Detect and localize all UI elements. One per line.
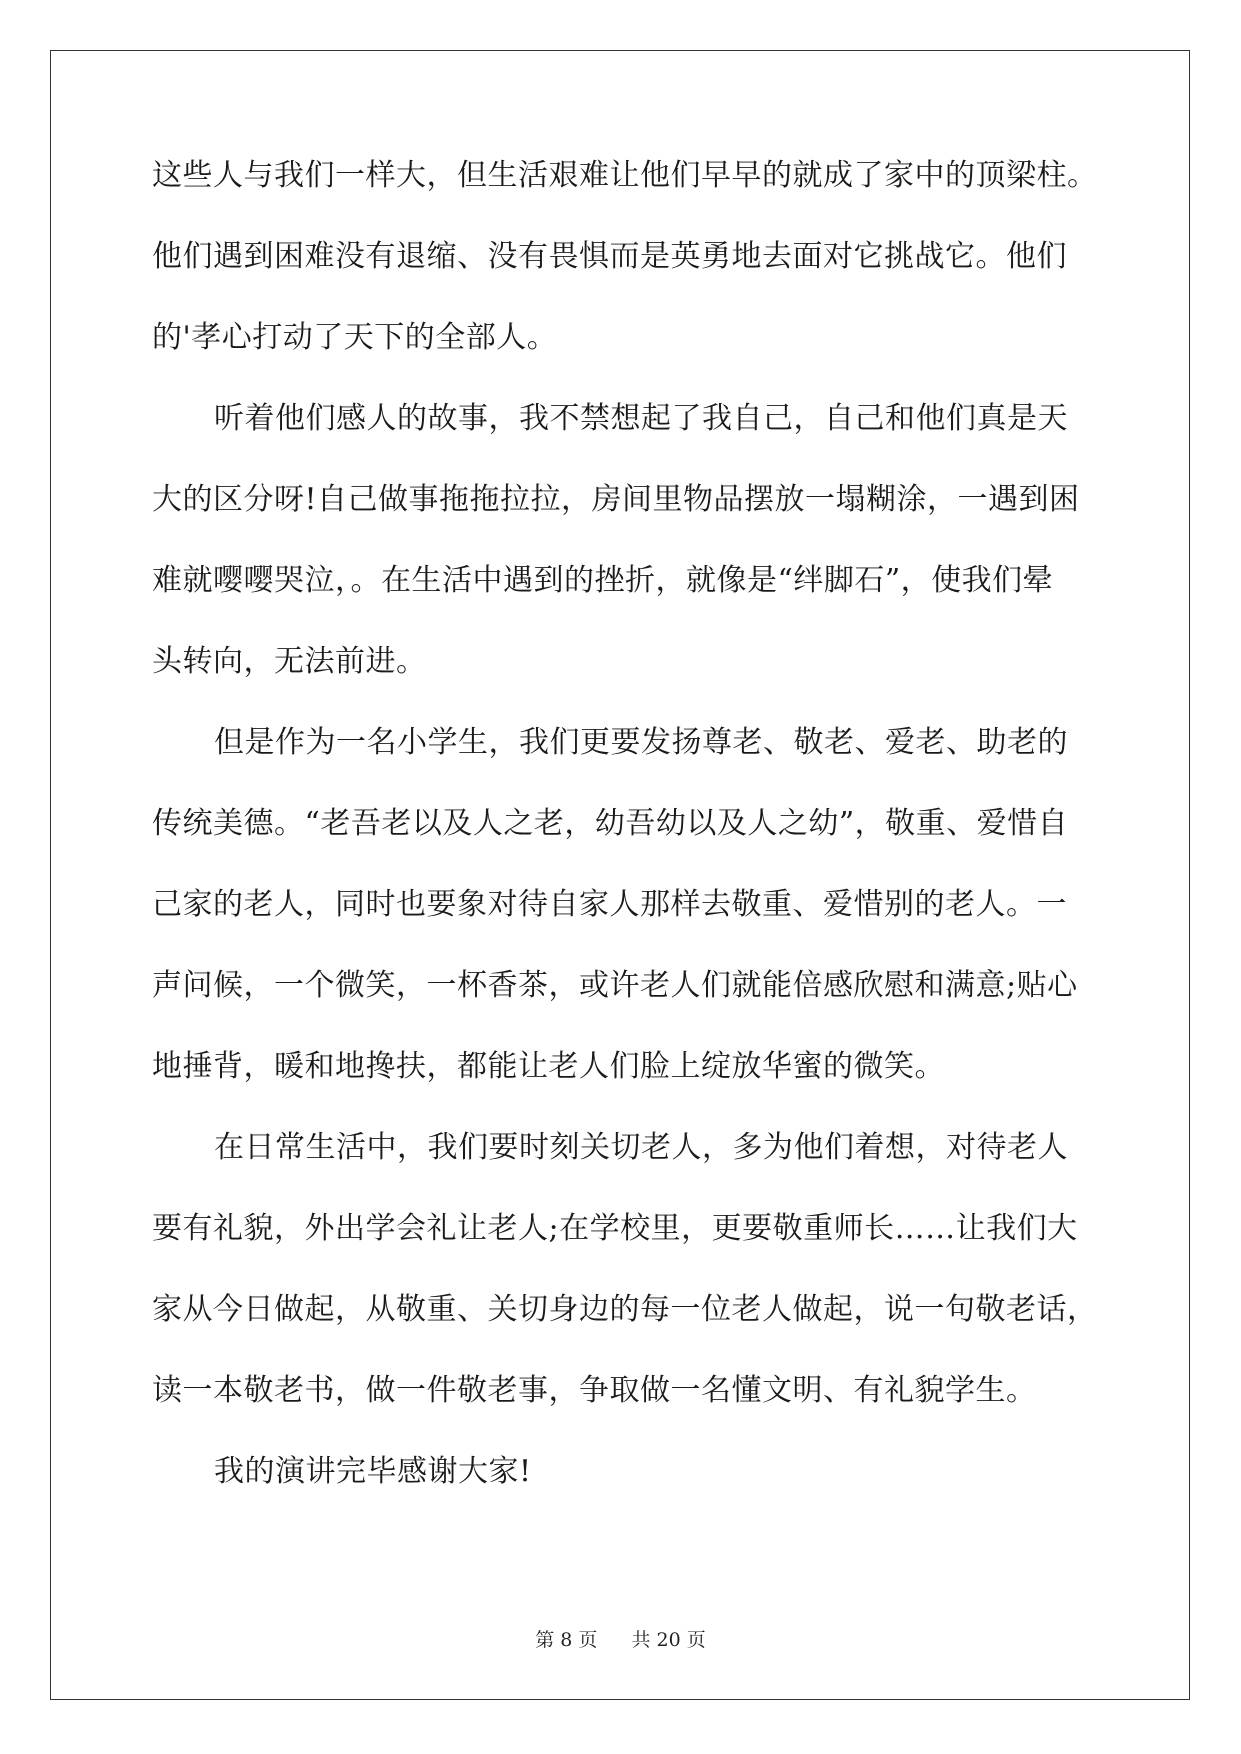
paragraph-3 [152, 725, 1112, 1130]
total-pages: 共 20 页 [631, 1629, 706, 1651]
text-line: 难就嘤嘤哭泣，。在生活中遇到的挫折，就像是“绊脚石”，使我们晕 [152, 563, 1054, 598]
text-line: 在日常生活中，我们要时刻关切老人，多为他们着想，对待老人 [214, 1130, 1068, 1165]
text-line: 己家的老人，同时也要象对待自家人那样去敬重、爱惜别的老人。一 [152, 887, 1067, 922]
text-line: 要有礼貌，外出学会礼让老人;在学校里，更要敬重师长……让我们大 [152, 1211, 1078, 1246]
document-body [152, 158, 1112, 1535]
text-line: 读一本敬老书，做一件敬老事，争取做一名懂文明、有礼貌学生。 [152, 1373, 1037, 1408]
text-line: 我的演讲完毕感谢大家! [214, 1454, 532, 1489]
paragraph-4 [152, 1130, 1112, 1454]
text-line: 的'孝心打动了天下的全部人。 [152, 320, 558, 355]
page-footer [0, 1628, 1241, 1652]
text-line: 但是作为一名小学生，我们更要发扬尊老、敬老、爱老、助老的 [214, 725, 1068, 760]
paragraph-2 [152, 401, 1112, 725]
text-line: 声问候，一个微笑，一杯香茶，或许老人们就能倍感欣慰和满意;贴心 [152, 968, 1078, 1003]
text-line: 听着他们感人的故事，我不禁想起了我自己，自己和他们真是天 [214, 401, 1068, 436]
paragraph-5 [152, 1454, 1112, 1535]
paragraph-1 [152, 158, 1112, 401]
text-line: 这些人与我们一样大，但生活艰难让他们早早的就成了家中的顶梁柱。 [152, 158, 1098, 193]
text-line: 传统美德。“老吾老以及人之老，幼吾幼以及人之幼”，敬重、爱惜自 [152, 806, 1069, 841]
text-line: 大的区分呀!自己做事拖拖拉拉，房间里物品摆放一塌糊涂，一遇到困 [152, 482, 1080, 517]
text-line: 地捶背，暖和地搀扶，都能让老人们脸上绽放华蜜的微笑。 [152, 1049, 945, 1084]
text-line: 家从今日做起，从敬重、关切身边的每一位老人做起，说一句敬老话， [152, 1292, 1098, 1327]
text-line: 头转向，无法前进。 [152, 644, 427, 679]
page-number: 第 8 页 [535, 1629, 598, 1651]
text-line: 他们遇到困难没有退缩、没有畏惧而是英勇地去面对它挑战它。他们 [152, 239, 1067, 274]
